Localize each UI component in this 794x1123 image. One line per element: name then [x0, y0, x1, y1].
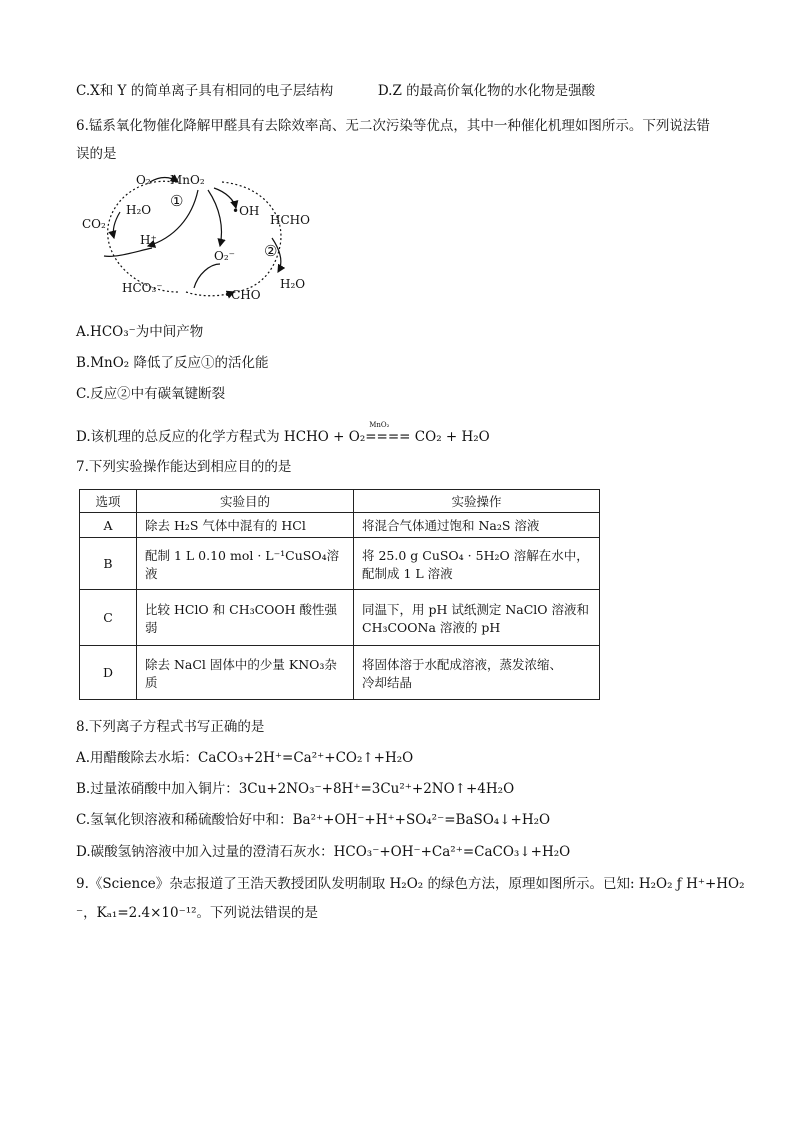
table-header-row [80, 490, 600, 513]
experiment-table [79, 489, 600, 700]
row-operation-line: 同温下，用 pH 试纸测定 NaClO 溶液和 [362, 601, 589, 617]
table-row [80, 590, 600, 646]
row-operation-line: 冷却结晶 [362, 674, 413, 690]
arrow-hco3-link [194, 264, 220, 288]
label-hcho: HCHO [270, 213, 310, 227]
label-circle-2: ② [264, 242, 278, 260]
q6-stem-line1: 6.锰系氧化物催化降解甲醛具有去除效率高、无二次污染等优点，其中一种催化机理如图所示。下列说法错 [76, 118, 710, 134]
q9-stem-line1: 9.《Science》杂志报道了王浩天教授团队发明制取 H₂O₂ 的绿色方法，原理如图所示。已知: H₂O₂ ƒ H⁺+HO₂ [76, 876, 745, 892]
table-row [80, 538, 600, 590]
label-h2o-right: H₂O [280, 277, 306, 291]
row-purpose: 比较 HClO 和 CH₃COOH 酸性强弱 [137, 590, 354, 646]
row-option: C [80, 590, 137, 646]
table-row [80, 646, 600, 700]
header-purpose: 实验目的 [137, 490, 354, 513]
q6-option-d-prefix: D.该机理的总反应的化学方程式为 HCHO + O₂ [76, 429, 366, 445]
q8-stem: 8.下列离子方程式书写正确的是 [76, 719, 265, 735]
reaction-arrow [365, 421, 411, 446]
label-h-plus: H⁺ [140, 233, 157, 247]
equals-arrow: ==== [365, 429, 411, 445]
row-operation [354, 590, 600, 646]
q6-stem-line2: 误的是 [76, 146, 117, 162]
row-option: A [80, 513, 137, 538]
arrow-to-co2 [113, 212, 120, 238]
catalysis-mechanism-diagram [74, 168, 324, 304]
q8-option-a: A.用醋酸除去水垢：CaCO₃+2H⁺=Ca²⁺+CO₂↑+H₂O [76, 750, 414, 766]
row-operation-line: 将 25.0 g CuSO₄ · 5H₂O 溶解在水中， [362, 547, 589, 563]
row-operation-line: CH₃COONa 溶液的 pH [362, 619, 501, 635]
row-operation [354, 538, 600, 590]
label-mno2: MnO₂ [170, 173, 205, 187]
q8-option-c: C.氢氧化钡溶液和稀硫酸恰好中和：Ba²⁺+OH⁻+H⁺+SO₄²⁻=BaSO₄↓+H₂O [76, 812, 551, 828]
label-cho-radical: •CHO [224, 288, 261, 302]
label-h2o-left: H₂O [126, 203, 152, 217]
header-option: 选项 [80, 490, 137, 513]
q6-option-c: C.反应②中有碳氧键断裂 [76, 386, 226, 402]
arrow-mno2-to-o2minus [208, 190, 222, 246]
q9-stem-line2: ⁻，Kₐ₁=2.4×10⁻¹²。下列说法错误的是 [76, 905, 319, 921]
label-o2: O₂ [136, 173, 151, 187]
row-purpose: 除去 NaCl 固体中的少量 KNO₃杂质 [137, 646, 354, 700]
row-option: B [80, 538, 137, 590]
q6-option-a: A.HCO₃⁻为中间产物 [76, 324, 204, 340]
label-o2-minus: O₂⁻ [214, 249, 235, 263]
q6-option-d [76, 421, 490, 446]
q5-option-c: C.X和 Y 的简单离子具有相同的电子层结构 [76, 83, 334, 99]
label-co2: CO₂ [82, 217, 106, 231]
row-operation [354, 513, 600, 538]
row-operation [354, 646, 600, 700]
q5-options-row [76, 82, 595, 100]
q5-option-d: D.Z 的最高价氧化物的水化物是强酸 [377, 83, 596, 99]
label-oh-radical: •OH [232, 204, 260, 218]
row-operation-line: 将混合气体通过饱和 Na₂S 溶液 [362, 518, 540, 533]
q6-option-d-suffix: CO₂ + H₂O [410, 429, 490, 445]
q8-option-b: B.过量浓硝酸中加入铜片：3Cu+2NO₃⁻+8H⁺=3Cu²⁺+2NO↑+4H₂O [76, 781, 515, 797]
row-purpose: 配制 1 L 0.10 mol · L⁻¹CuSO₄溶液 [137, 538, 354, 590]
arrow-h-link [104, 248, 152, 256]
q8-option-d: D.碳酸氢钠溶液中加入过量的澄清石灰水：HCO₃⁻+OH⁻+Ca²⁺=CaCO₃↓+H₂O [76, 844, 571, 860]
label-circle-1: ① [170, 192, 184, 210]
header-operation: 实验操作 [354, 490, 600, 513]
table-row [80, 513, 600, 538]
row-purpose: 除去 H₂S 气体中混有的 HCl [137, 513, 354, 538]
row-option: D [80, 646, 137, 700]
row-operation-line: 将固体溶于水配成溶液，蒸发浓缩、 [362, 656, 563, 672]
row-operation-line: 配制成 1 L 溶液 [362, 565, 453, 581]
q6-option-b: B.MnO₂ 降低了反应①的活化能 [76, 355, 269, 371]
label-hco3: HCO₃⁻ [122, 281, 163, 295]
catalyst-label: MnO₂ [369, 421, 390, 429]
q7-stem: 7.下列实验操作能达到相应目的的是 [76, 459, 292, 475]
